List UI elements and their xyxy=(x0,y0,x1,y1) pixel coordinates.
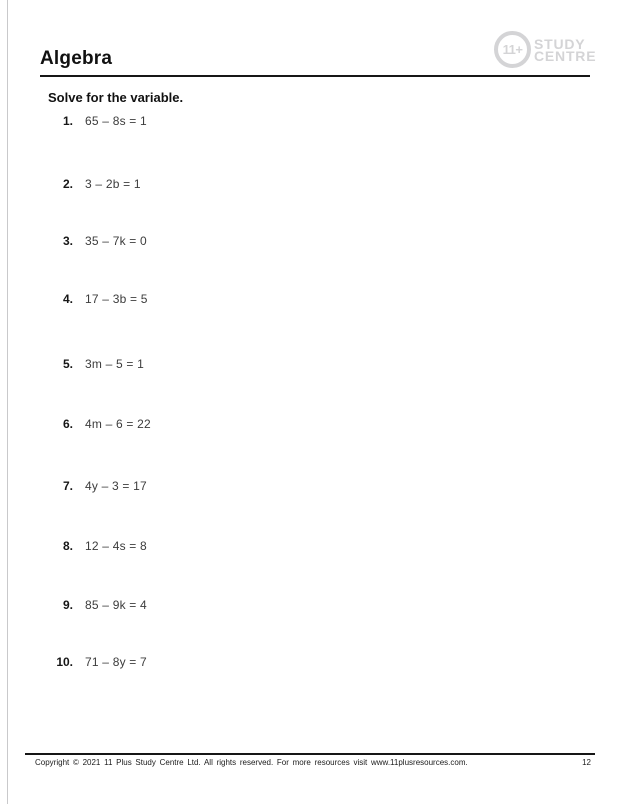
problem-equation: 4y – 3 = 17 xyxy=(85,479,147,493)
worksheet-instruction: Solve for the variable. xyxy=(48,90,184,105)
problem-number: 3. xyxy=(62,234,73,248)
problem-row xyxy=(40,417,151,431)
problem-equation: 3 – 2b = 1 xyxy=(85,177,141,191)
problem-number: 7. xyxy=(62,479,73,493)
problem-row xyxy=(40,479,147,493)
problem-equation: 35 – 7k = 0 xyxy=(85,234,147,248)
problem-number: 1. xyxy=(62,114,73,128)
problem-number: 2. xyxy=(62,177,73,191)
problem-row xyxy=(40,655,147,669)
problem-equation: 3m – 5 = 1 xyxy=(85,357,145,371)
problem-row xyxy=(40,598,147,612)
problem-number: 5. xyxy=(62,357,73,371)
footer-page-number: 12 xyxy=(582,758,591,767)
problem-row xyxy=(40,114,147,128)
page-edge-line xyxy=(7,0,8,804)
problem-row xyxy=(40,357,144,371)
study-centre-logo xyxy=(494,31,596,68)
footer-divider xyxy=(25,753,595,755)
logo-word-centre: CENTRE xyxy=(534,47,597,64)
problem-number: 9. xyxy=(62,598,73,612)
logo-11plus-icon: 11+ xyxy=(494,31,531,68)
problem-equation: 12 – 4s = 8 xyxy=(85,539,147,553)
problem-equation: 85 – 9k = 4 xyxy=(85,598,147,612)
problem-equation: 4m – 6 = 22 xyxy=(85,417,151,431)
problem-number: 6. xyxy=(62,417,73,431)
page-title: Algebra xyxy=(40,48,113,69)
logo-word-study: STUDY xyxy=(534,35,586,52)
problem-number: 8. xyxy=(62,539,73,553)
problem-equation: 17 – 3b = 5 xyxy=(85,292,148,306)
problem-row xyxy=(40,234,147,248)
logo-wordmark xyxy=(534,35,597,64)
problem-number: 10. xyxy=(56,655,73,669)
problem-row xyxy=(40,292,148,306)
footer-copyright: Copyright © 2021 11 Plus Study Centre Ltd. All rights reserved. For more resources visit www.11plusresources.com. xyxy=(35,758,468,767)
problem-equation: 65 – 8s = 1 xyxy=(85,114,147,128)
problem-row xyxy=(40,539,147,553)
problem-equation: 71 – 8y = 7 xyxy=(85,655,147,669)
title-divider xyxy=(40,75,590,77)
problem-number: 4. xyxy=(62,292,73,306)
problem-row xyxy=(40,177,141,191)
